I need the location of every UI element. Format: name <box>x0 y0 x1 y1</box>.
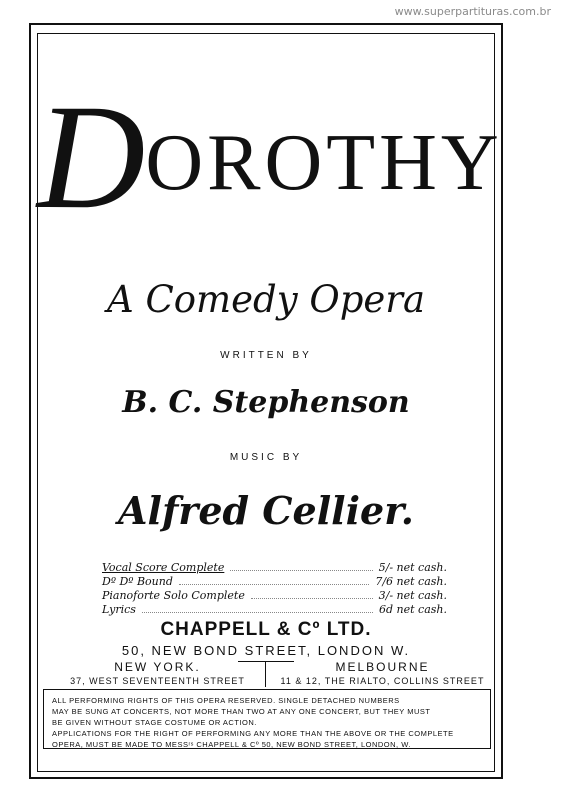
price-label: Dº Dº Bound <box>102 575 173 588</box>
music-by-label: MUSIC BY <box>229 452 303 463</box>
price-leader <box>142 604 373 613</box>
price-row <box>102 575 447 589</box>
price-row <box>102 561 447 575</box>
city-name: MELBOURNE <box>335 660 430 674</box>
price-value: 5/- net cash. <box>378 561 447 574</box>
written-by-label: WRITTEN BY <box>220 350 312 361</box>
price-leader <box>251 590 373 599</box>
librettist-name: B. C. Stephenson <box>122 385 410 420</box>
price-label: Lyrics <box>102 603 136 616</box>
rights-line: OPERA, MUST BE MADE TO MESSʳˢ CHAPPELL & Cº 50, NEW BOND STREET, LONDON, W. <box>52 740 411 749</box>
price-row <box>102 603 447 617</box>
publisher-name: CHAPPELL & Cº LTD. <box>160 619 372 640</box>
branch-new-york <box>55 660 260 686</box>
price-list <box>102 561 447 617</box>
price-value: 3/- net cash. <box>378 589 447 602</box>
city-divider-line <box>265 661 266 687</box>
city-name: NEW YORK. <box>114 660 201 674</box>
price-label: Pianoforte Solo Complete <box>102 589 245 602</box>
price-label: Vocal Score Complete <box>102 561 225 574</box>
price-value: 7/6 net cash. <box>375 575 447 588</box>
city-address: 11 & 12, THE RIALTO, COLLINS STREET <box>280 676 485 686</box>
price-value: 6d net cash. <box>379 603 447 616</box>
branch-melbourne <box>270 660 495 686</box>
price-row <box>102 589 447 603</box>
title-initial: D <box>37 74 146 240</box>
opera-subtitle: A Comedy Opera <box>106 278 426 321</box>
title-rest: OROTHY <box>145 119 503 207</box>
performing-rights-notice <box>43 689 491 749</box>
price-leader <box>179 576 369 585</box>
city-address: 37, WEST SEVENTEENTH STREET <box>70 676 245 686</box>
rights-line: ALL PERFORMING RIGHTS OF THIS OPERA RESERVED. SINGLE DETACHED NUMBERS <box>52 696 400 705</box>
price-leader <box>230 562 372 571</box>
rights-line: APPLICATIONS FOR THE RIGHT OF PERFORMING ANY MORE THAN THE ABOVE OR THE COMPLETE <box>52 729 454 738</box>
rights-line: MAY BE SUNG AT CONCERTS, NOT MORE THAN TWO AT ANY ONE CONCERT, BUT THEY MUST <box>52 707 431 716</box>
composer-name: Alfred Cellier. <box>118 488 414 533</box>
opera-title <box>37 74 503 240</box>
watermark-text: www.superpartituras.com.br <box>394 5 551 18</box>
publisher-address: 50, NEW BOND STREET, LONDON W. <box>121 643 411 658</box>
rights-line: BE GIVEN WITHOUT STAGE COSTUME OR ACTION. <box>52 718 257 727</box>
